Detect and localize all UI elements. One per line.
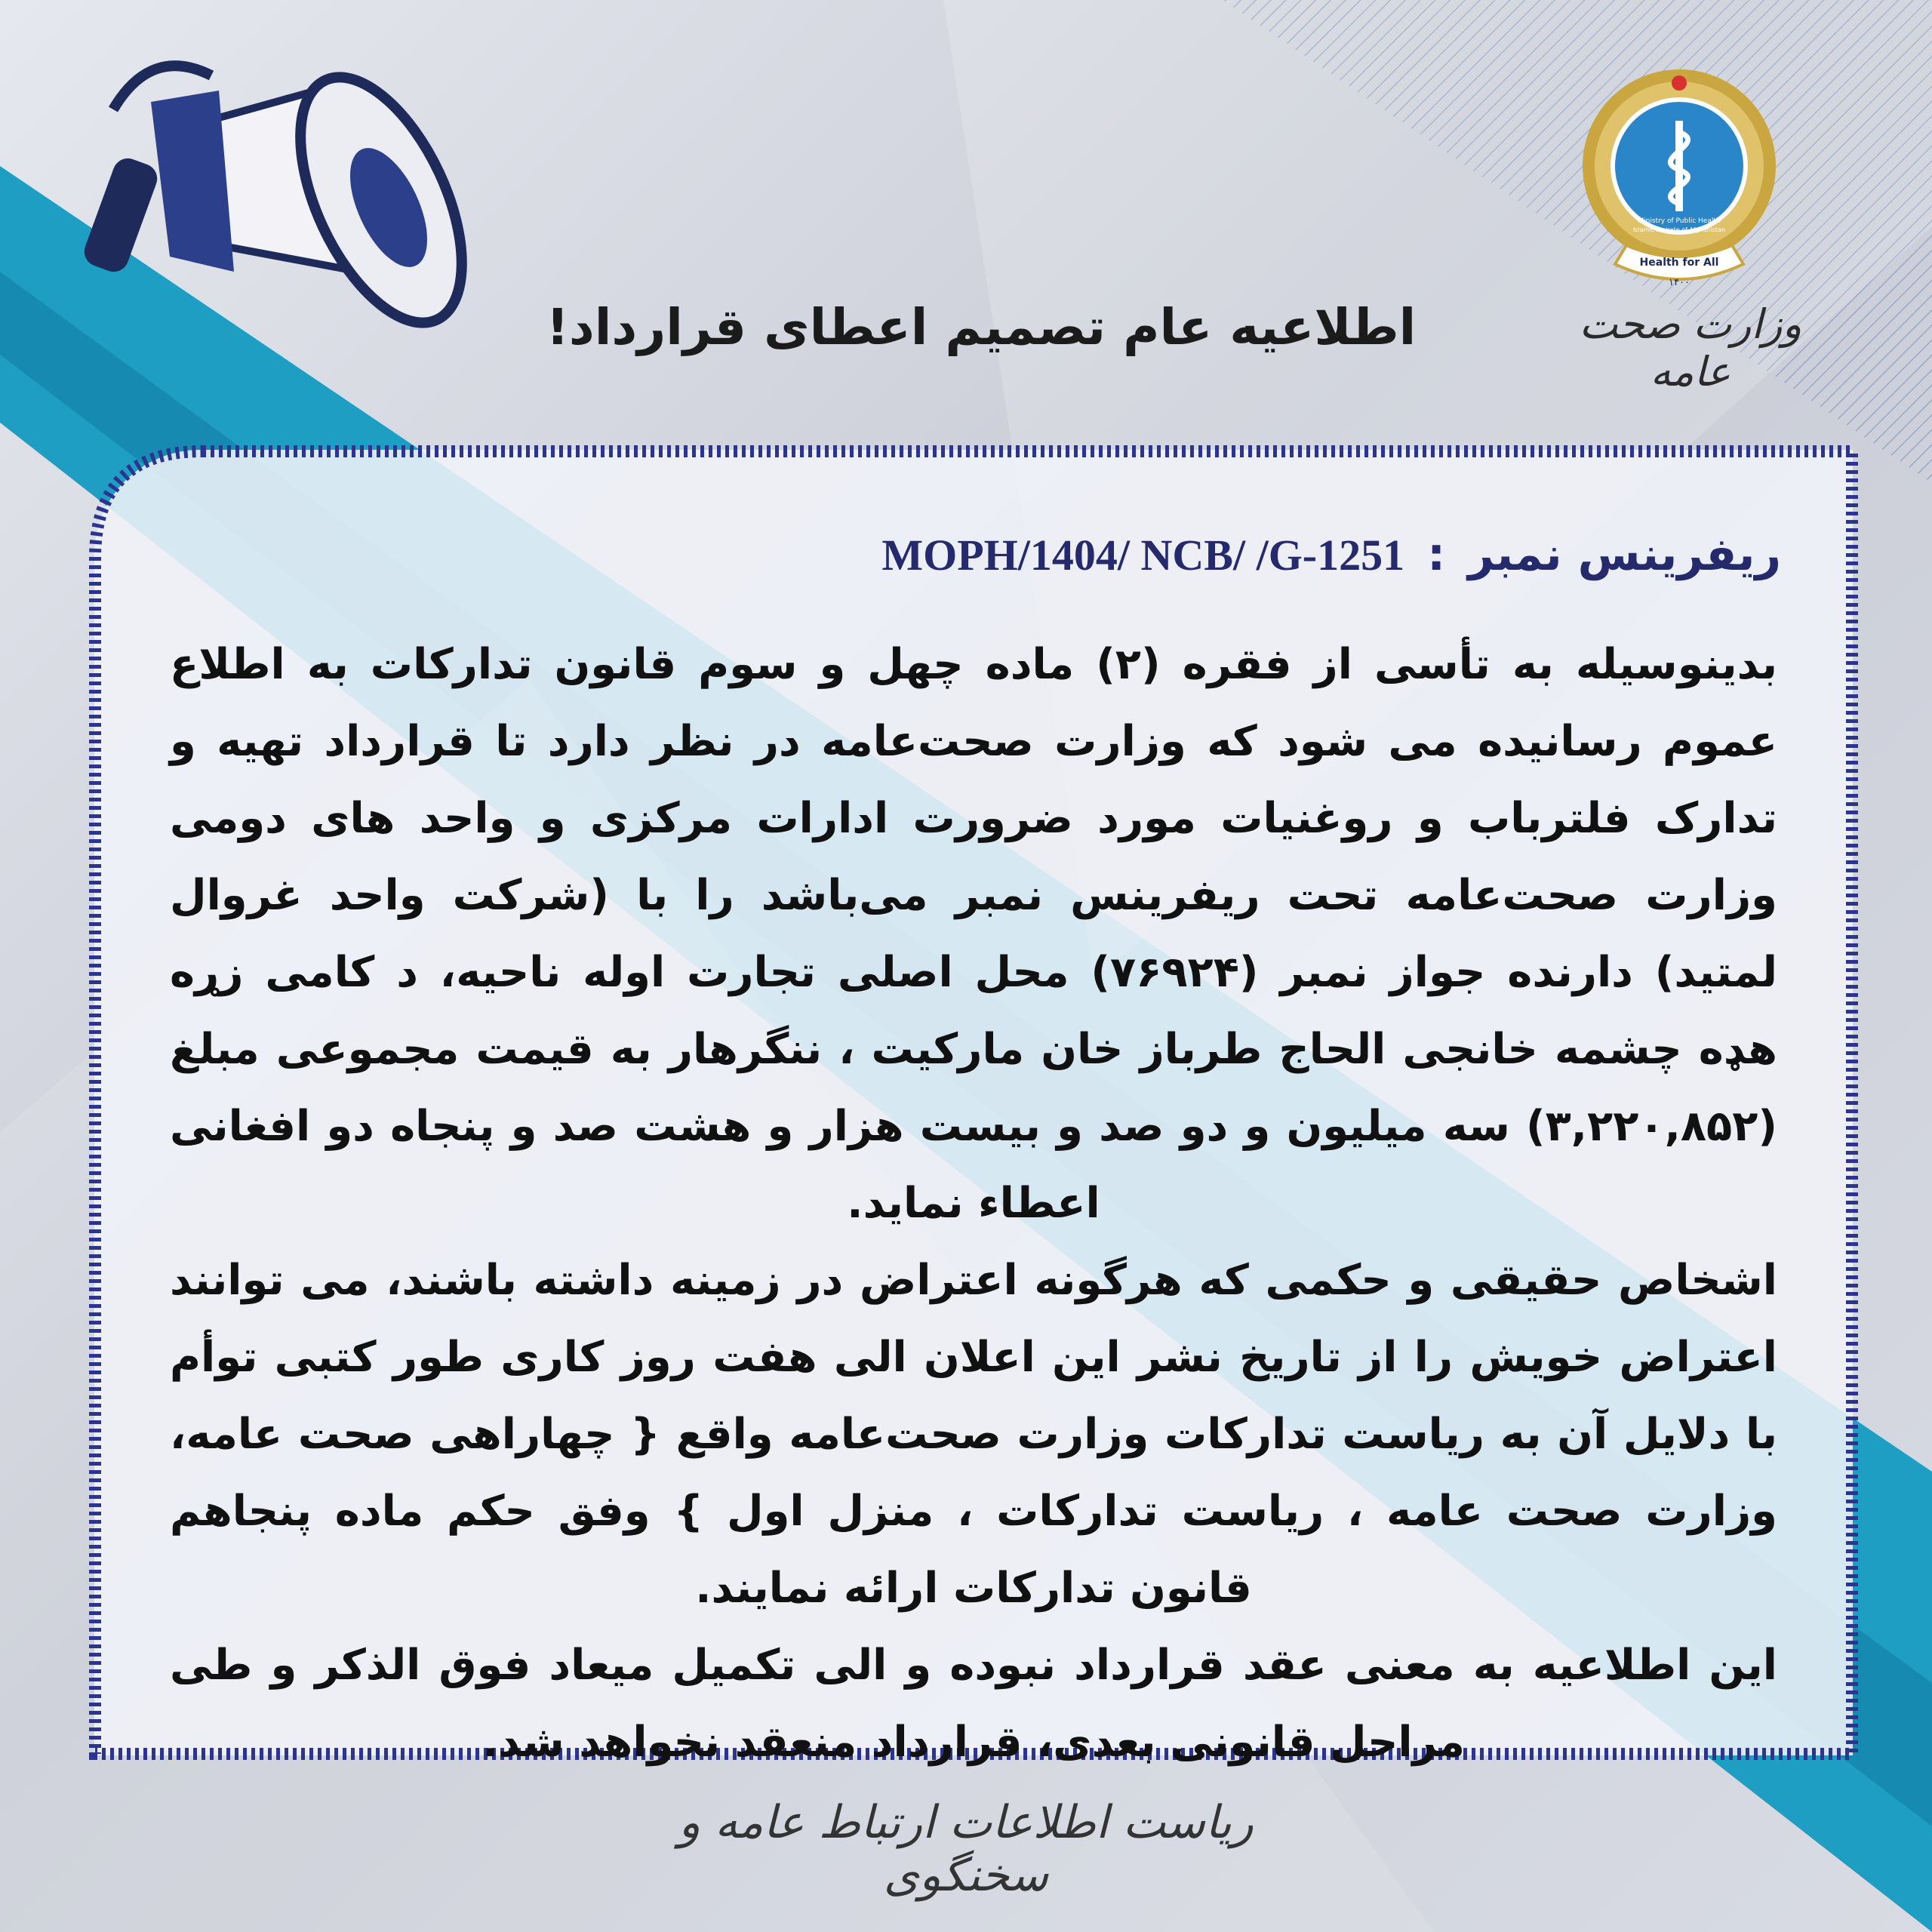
reference-separator: : <box>1427 528 1446 581</box>
emblem-ministry-en: Ministry of Public Health <box>1638 217 1721 225</box>
ministry-logo-text: وزارت صحت عامه <box>1579 300 1802 395</box>
emblem-motto: Health for All <box>1639 257 1719 269</box>
megaphone-icon <box>45 30 468 392</box>
reference-line <box>755 528 1781 604</box>
ministry-emblem-icon <box>1570 60 1789 309</box>
emblem-year: ۱۴۰۰ <box>1669 277 1690 288</box>
page-title: اطلاعیه عام تصمیم اعطای قرارداد! <box>546 298 1417 356</box>
emblem-emirate-en: Islamic Emirate of Afghanistan <box>1632 226 1726 233</box>
reference-number: MOPH/1404/ NCB/ /G-1251 <box>881 531 1405 580</box>
objection-paragraph: اشخاص حقیقی و حکمی که هرگونه اعتراض در زمینه داشته باشند، می توانند اعتراض خویش را از تاریخ نشر این اعلان الی هفت روز کاری طور کتبی توأم با دلایل آن به ریاست تدارکات وزارت صحت‌عامه واقع { چهاراهی صحت عامه، وزارت صحت عامه ، ریاست تدارکات ، منزل اول } وفق حکم ماده پنجاهم قانون تدارکات ارائه نمایند. <box>170 1256 1777 1613</box>
award-paragraph: بدینوسیله به تأسی از فقره (۲) ماده چهل و سوم قانون تدارکات به اطلاع عموم رسانیده می شود که وزارت صحت‌عامه در نظر دارد تا قرارداد تهیه و تدارک فلترباب و روغنیات مورد ضرورت ادارات مرکزی و واحد های دومی وزارت صحت‌عامه تحت ریفرینس نمبر می‌باشد را با (شرکت واحد غروال لمتید) دارنده جواز نمبر (۷۶۹۲۴) محل اصلی تجارت اوله ناحیه، د کامی زړه هډه چشمه خانجی الحاج طرباز خان مارکیت ، ننگرهار به قیمت مجموعی مبلغ (۳,۲۲۰,۸۵۲) سه میلیون و دو صد و بیست هزار و هشت صد و پنجاه دو افغانی اعطاء نماید. <box>170 640 1777 1228</box>
reference-label: ریفرینس نمبر <box>1468 528 1781 581</box>
notice-body <box>170 626 1777 1781</box>
disclaimer-paragraph: این اطلاعیه به معنی عقد قرارداد نبوده و الی تکمیل میعاد فوق الذکر و طی مراحل قانونی بعدی، قرارداد منعقد نخواهد شد. <box>170 1641 1777 1767</box>
footer-department: ریاست اطلاعات ارتباط عامه و سخنگوی <box>678 1796 1254 1902</box>
